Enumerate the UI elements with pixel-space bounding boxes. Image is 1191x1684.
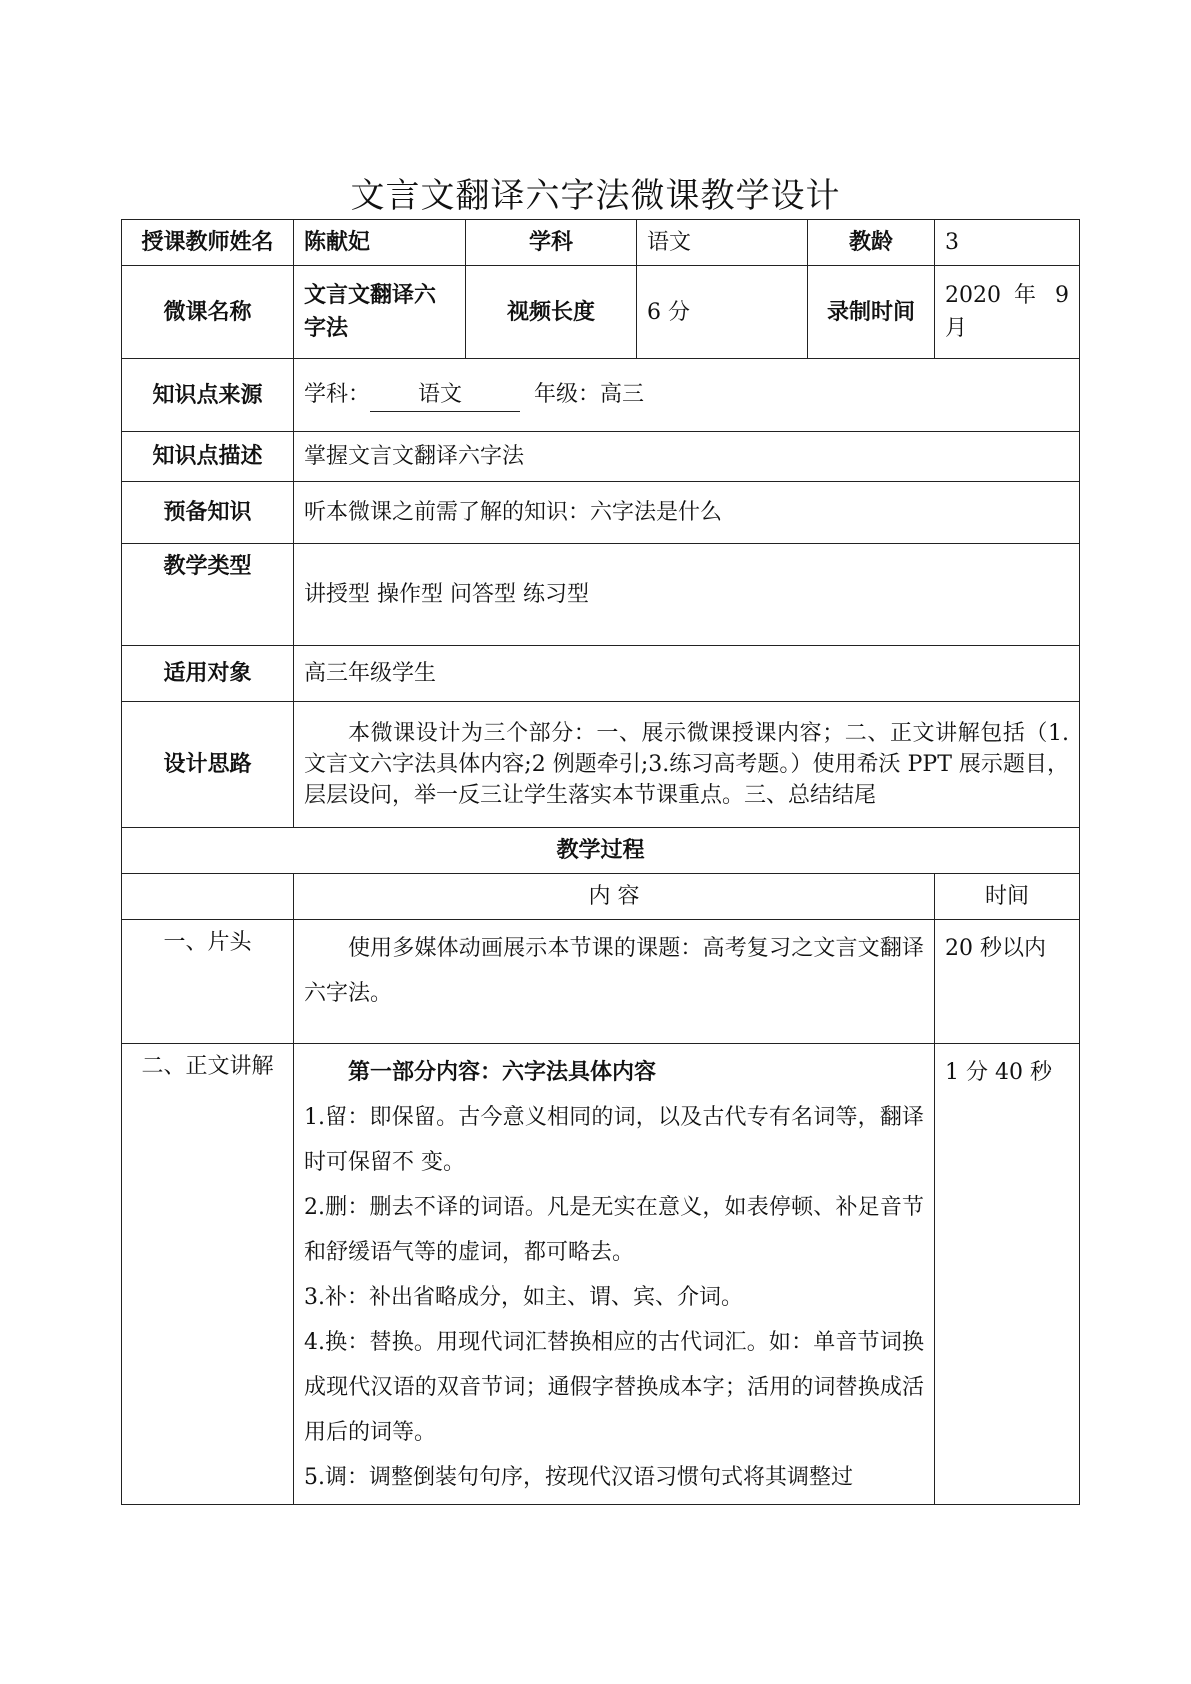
video-length-label: 视频长度 [466,266,637,359]
teaching-type-label: 教学类型 [122,544,294,646]
design-idea-label: 设计思路 [122,702,294,828]
main-item-4: 4.换：替换。用现代词汇替换相应的古代词汇。如：单音节词换成现代汉语的双音节词；通假字替换成本字；活用的词替换成活用后的词等。 [304,1330,925,1445]
row-course-info [122,266,1080,359]
content-intro [294,920,935,1044]
source-value [294,359,1080,432]
main-item-3: 3.补：补出省略成分，如主、谓、宾、介词。 [304,1285,743,1310]
stage-intro: 一、片头 [122,920,294,1044]
row-prerequisite [122,482,1080,544]
source-subject-label: 学科： [304,382,371,407]
source-subject-value: 语文 [370,378,520,412]
row-design-idea [122,702,1080,828]
process-title: 教学过程 [122,828,1080,874]
row-basic-info [122,220,1080,266]
audience-value: 高三年级学生 [294,646,1080,702]
row-audience [122,646,1080,702]
main-time: 1 分 40 秒 [945,1060,1052,1085]
row-source [122,359,1080,432]
course-name-value: 文言文翻译六字法 [294,266,466,359]
content-main [294,1044,935,1505]
teacher-label: 授课教师姓名 [122,220,294,266]
intro-text: 使用多媒体动画展示本节课的课题：高考复习之文言文翻译六字法。 [304,936,925,1006]
audience-label: 适用对象 [122,646,294,702]
source-grade: 年级：高三 [534,382,645,407]
main-item-5: 5.调：调整倒装句句序，按现代汉语习惯句式将其调整过 [304,1465,853,1490]
process-row-main [122,1044,1080,1505]
main-heading: 第一部分内容：六字法具体内容 [348,1060,657,1085]
row-process-header [122,828,1080,874]
subject-value: 语文 [637,220,808,266]
process-row-intro [122,920,1080,1044]
record-time-value: 2020 年 9 月 [935,266,1080,359]
teacher-value: 陈献妃 [294,220,466,266]
teaching-years-value: 3 [935,220,1080,266]
teaching-type-value: 讲授型 操作型 问答型 练习型 [294,544,1080,646]
stage-column-header [122,874,294,920]
subject-label: 学科 [466,220,637,266]
prerequisite-value: 听本微课之前需了解的知识：六字法是什么 [294,482,1080,544]
row-teaching-type [122,544,1080,646]
lesson-design-table [121,219,1080,1505]
description-label: 知识点描述 [122,432,294,482]
time-intro [935,920,1080,1044]
intro-time: 20 秒以内 [945,936,1047,961]
description-value: 掌握文言文翻译六字法 [294,432,1080,482]
video-length-value: 6 分 [637,266,808,359]
record-time-label: 录制时间 [808,266,935,359]
time-column-header: 时间 [935,874,1080,920]
design-idea-value: 本微课设计为三个部分：一、展示微课授课内容；二、正文讲解包括（1.文言文六字法具体内容;2 例题牵引;3.练习高考题。）使用希沃 PPT 展示题目，层层设问，举一反三让学生落实本节课重点。三、总结结尾 [294,702,1080,828]
page-title: 文言文翻译六字法微课教学设计 [350,176,841,216]
teaching-years-label: 教龄 [808,220,935,266]
main-item-1: 1.留：即保留。古今意义相同的词，以及古代专有名词等，翻译时可保留不 变。 [304,1105,925,1175]
row-process-columns [122,874,1080,920]
time-main [935,1044,1080,1505]
source-label: 知识点来源 [122,359,294,432]
stage-main: 二、正文讲解 [122,1044,294,1505]
content-column-header: 内 容 [294,874,935,920]
row-description [122,432,1080,482]
prerequisite-label: 预备知识 [122,482,294,544]
course-name-label: 微课名称 [122,266,294,359]
main-item-2: 2.删：删去不译的词语。凡是无实在意义，如表停顿、补足音节和舒缓语气等的虚词，都可略去。 [304,1195,925,1265]
